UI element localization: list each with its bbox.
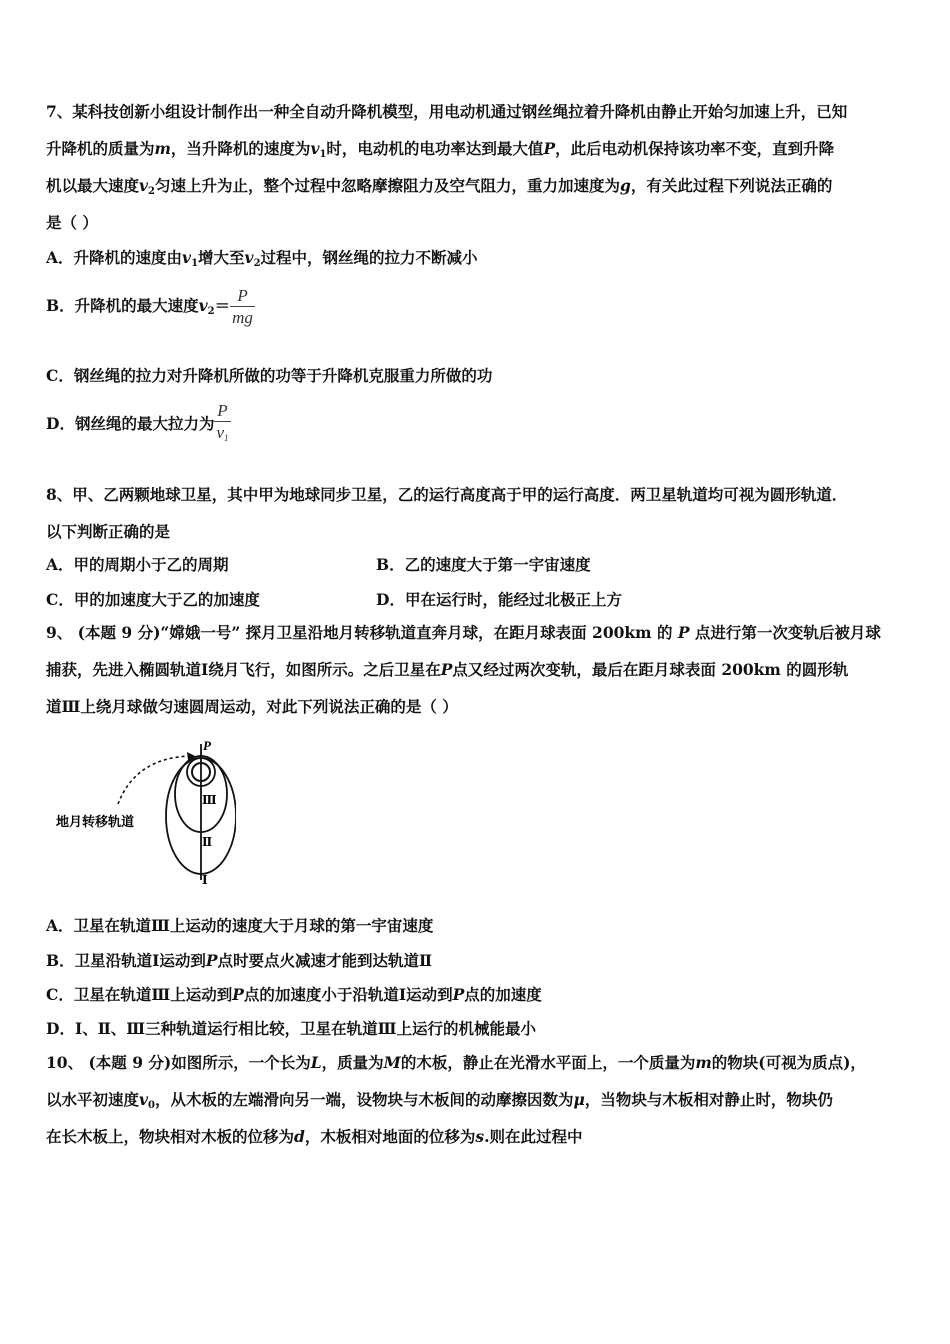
q7-line-1: 7、某科技创新小组设计制作出一种全自动升降机模型，用电动机通过钢丝绳拉着升降机由静止开始匀加速上升，已知 — [46, 102, 848, 121]
q8-line-1: 8、甲、乙两颗地球卫星，其中甲为地球同步卫星，乙的运行高度高于甲的运行高度．两卫星轨道均可视为圆形轨道． — [46, 485, 848, 504]
q9-option-b: B．卫星沿轨道Ⅰ运动到P点时要点火减速才能到达轨道Ⅱ — [46, 951, 433, 970]
q7-option-a: A．升降机的速度由$v_1$增大至$v_2$过程中，钢丝绳的拉力不断减小 — [46, 248, 478, 269]
label-orbit-I: Ⅰ — [202, 873, 208, 887]
q7-line-3: 机以最大速度$v_2$匀速上升为止，整个过程中忽略摩擦阻力及空气阻力，重力加速度为g，有关此过程下列说法正确的 — [46, 176, 833, 197]
q9-line-2: 捕获，先进入椭圆轨道Ⅰ绕月飞行，如图所示。之后卫星在P点又经过两次变轨，最后在距月球表面 200km 的圆形轨 — [46, 660, 849, 679]
q9-line-1: 9、 (本题 9 分)“嫦娥一号” 探月卫星沿地月转移轨道直奔月球，在距月球表面 200km 的 P 点进行第一次变轨后被月球 — [46, 623, 881, 642]
q7-line-2: 升降机的质量为m，当升降机的速度为$v_1$时，电动机的电功率达到最大值P，此后电动机保持该功率不变，直到升降 — [46, 139, 835, 160]
q8-option-d: D．甲在运行时，能经过北极正上方 — [376, 590, 622, 609]
label-p: P — [203, 738, 211, 753]
label-transfer-orbit: 地月转移轨道 — [56, 815, 135, 830]
q8-option-b: B．乙的速度大于第一宇宙速度 — [376, 555, 591, 574]
q10-line-2: 以水平初速度$v_0$，从木板的左端滑向另一端，设物块与木板间的动摩擦因数为μ，当物块与木板相对静止时，物块仍 — [46, 1090, 833, 1111]
q10-line-3: 在长木板上，物块相对木板的位移为d，木板相对地面的位移为s.则在此过程中 — [46, 1127, 583, 1146]
q7-option-c: C．钢丝绳的拉力对升降机所做的功等于升降机克服重力所做的功 — [46, 366, 493, 385]
q8-option-c: C．甲的加速度大于乙的加速度 — [46, 590, 260, 609]
fraction-p-over-mg: $\frac{P}{mg}$ — [232, 285, 253, 327]
q9-option-c: C．卫星在轨道Ⅲ上运动到P点的加速度小于沿轨道Ⅰ运动到P点的加速度 — [46, 985, 542, 1004]
q9-line-3: 道Ⅲ上绕月球做匀速圆周运动，对此下列说法正确的是（ ） — [46, 697, 458, 716]
q8-option-a: A．甲的周期小于乙的周期 — [46, 555, 229, 574]
transfer-orbit-path — [118, 756, 192, 804]
fraction-p-over-v1: $\frac{P}{v_1}$ — [214, 401, 230, 449]
label-orbit-II: Ⅱ — [202, 835, 213, 849]
q7-line-4: 是（ ） — [46, 213, 98, 232]
lunar-orbit-figure — [46, 732, 236, 892]
label-orbit-III: Ⅲ — [202, 793, 217, 807]
q10-line-1: 10、 (本题 9 分)如图所示，一个长为L，质量为M的木板，静止在光滑水平面上，一个质量为m的物块(可视为质点)， — [46, 1053, 866, 1072]
q8-line-2: 以下判断正确的是 — [46, 522, 171, 541]
q7-option-d: D．钢丝绳的最大拉力为 $\frac{P}{v_1}$ — [46, 400, 231, 449]
q9-option-a: A．卫星在轨道Ⅲ上运动的速度大于月球的第一宇宙速度 — [46, 916, 434, 935]
q7-option-b: B．升降机的最大速度$v_2=$ $\frac{P}{mg}$ — [46, 285, 253, 327]
q9-option-d: D．Ⅰ、Ⅱ、Ⅲ三种轨道运行相比较，卫星在轨道Ⅲ上运行的机械能最小 — [46, 1019, 537, 1038]
